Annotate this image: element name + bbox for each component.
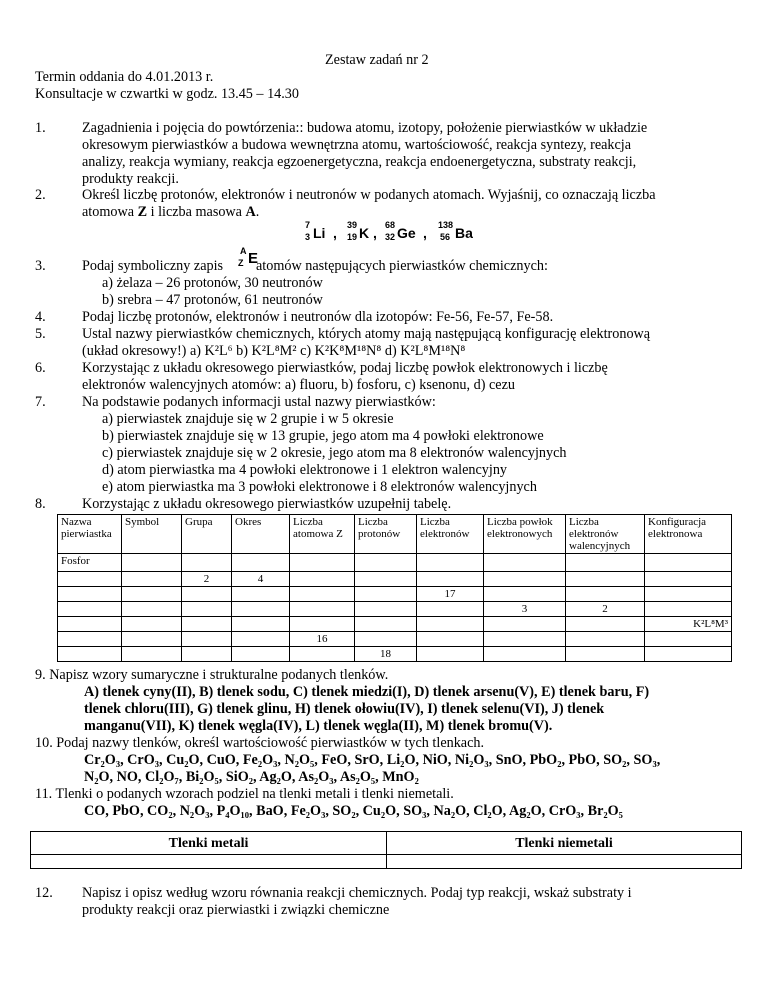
table-cell[interactable] <box>484 632 566 647</box>
task-8-line: Korzystając z układu okresowego pierwiastków uzupełnij tabelę. <box>82 496 452 512</box>
table-cell[interactable] <box>645 632 732 647</box>
table-cell[interactable] <box>566 554 645 572</box>
table-cell[interactable] <box>355 617 417 632</box>
table-cell[interactable] <box>645 554 732 572</box>
task-1-line: analizy, reakcja wymiany, reakcja egzoenergetyczna, reakcja endoenergetyczna, substraty reakcji, <box>82 154 637 170</box>
task-1-line: okresowym pierwiastków a budowa wewnętrzna atomu, wartościowość, reakcja syntezy, reakcja <box>82 137 632 153</box>
table-header-cell: Symbol <box>122 515 182 554</box>
table-cell[interactable]: K²L⁸M³ <box>645 617 732 632</box>
table-cell[interactable] <box>355 587 417 602</box>
task-12-line: Napisz i opisz według wzoru równania reakcji chemicznych. Podaj typ reakcji, wskaż substraty i <box>82 885 632 901</box>
table-cell[interactable] <box>58 632 122 647</box>
task-3-item: b) srebra – 47 protonów, 61 neutronów <box>102 292 323 308</box>
metal-oxides-header: Tlenki metali <box>31 832 387 855</box>
task-9-bold: manganu(VII), K) tlenek węgla(IV), L) tlenek węgla(II), M) tlenek bromu(V). <box>84 718 553 734</box>
table-row <box>58 632 732 647</box>
table-cell[interactable] <box>355 602 417 617</box>
task-10-line: 10. Podaj nazwy tlenków, określ wartościowość pierwiastków w tych tlenkach. <box>35 735 485 751</box>
deadline-line: Termin oddania do 4.01.2013 r. <box>35 69 214 85</box>
table-cell[interactable] <box>484 572 566 587</box>
table-cell[interactable] <box>417 632 484 647</box>
table-cell[interactable] <box>645 572 732 587</box>
table-cell[interactable] <box>417 617 484 632</box>
task-10-bold: N₂O, NO, Cl₂O₇, Bi₂O₅, SiO₂, Ag₂O, As₂O₃, As₂O₅, MnO₂ <box>84 769 419 785</box>
table-cell[interactable] <box>122 587 182 602</box>
table-cell[interactable] <box>484 587 566 602</box>
task-12-line: produkty reakcji oraz pierwiastki i związki chemiczne <box>82 902 390 918</box>
table-cell[interactable] <box>122 617 182 632</box>
table-header-cell: Liczba protonów <box>355 515 417 554</box>
table-row <box>58 572 732 587</box>
table-cell[interactable] <box>355 572 417 587</box>
table-cell[interactable] <box>484 617 566 632</box>
table-cell[interactable] <box>417 602 484 617</box>
table-cell[interactable] <box>122 647 182 662</box>
table-cell[interactable]: 18 <box>355 647 417 662</box>
table-cell[interactable] <box>122 572 182 587</box>
table-cell[interactable] <box>232 647 290 662</box>
task-5-line: (układ okresowy!) a) K²L⁶ b) K²L⁸M² c) K²K⁸M¹⁸N⁸ d) K²L⁸M¹⁸N⁸ <box>82 343 466 359</box>
table-row <box>58 647 732 662</box>
table-cell[interactable] <box>122 632 182 647</box>
task-7-item: d) atom pierwiastka ma 4 powłoki elektronowe i 1 elektron walencyjny <box>102 462 508 478</box>
task-10-bold: Cr₂O₃, CrO₃, Cu₂O, CuO, Fe₂O₃, N₂O₅, FeO, SrO, Li₂O, NiO, Ni₂O₃, SnO, PbO₂, PbO, SO₂, SO₃, <box>84 752 661 768</box>
table-cell[interactable] <box>290 587 355 602</box>
table-header-cell: Nazwa pierwiastka <box>58 515 122 554</box>
table-header-cell: Liczba elektronów walencyjnych <box>566 515 645 554</box>
table-row <box>58 587 732 602</box>
table-cell[interactable] <box>566 572 645 587</box>
task-3-item: a) żelaza – 26 protonów, 30 neutronów <box>102 275 323 291</box>
task-1-number: 1. <box>35 120 46 136</box>
table-header-cell: Liczba powłok elektronowych <box>484 515 566 554</box>
table-cell[interactable]: 17 <box>417 587 484 602</box>
consultation-line: Konsultacje w czwartki w godz. 13.45 – 14.30 <box>35 86 299 102</box>
table-cell[interactable] <box>484 554 566 572</box>
table-cell[interactable]: Fosfor <box>58 554 122 572</box>
task-7-line: Na podstawie podanych informacji ustal nazwy pierwiastków: <box>82 394 436 410</box>
task-7-number: 7. <box>35 394 46 410</box>
task-9-line: 9. Napisz wzory sumaryczne i strukturalne podanych tlenków. <box>35 667 389 683</box>
table-cell[interactable]: 16 <box>290 632 355 647</box>
task-3-number: 3. <box>35 258 46 274</box>
task-1-line: Zagadnienia i pojęcia do powtórzenia:: budowa atomu, izotopy, położenie pierwiastków w układzie <box>82 120 648 136</box>
table-cell[interactable] <box>232 554 290 572</box>
task-3-line: atomów następujących pierwiastków chemicznych: <box>256 258 548 274</box>
table-cell[interactable] <box>58 572 122 587</box>
table-cell[interactable] <box>645 647 732 662</box>
task-8-number: 8. <box>35 496 46 512</box>
table-cell[interactable] <box>417 572 484 587</box>
table-cell[interactable] <box>232 587 290 602</box>
table-cell[interactable] <box>122 554 182 572</box>
table-cell[interactable]: 2 <box>182 572 232 587</box>
task-2-line: Określ liczbę protonów, elektronów i neutronów w podanych atomach. Wyjaśnij, co oznaczają liczba <box>82 187 656 203</box>
task-7-item: b) pierwiastek znajduje się w 13 grupie, jego atom ma 4 powłoki elektronowe <box>102 428 544 444</box>
table-header-cell: Liczba atomowa Z <box>290 515 355 554</box>
table-cell[interactable] <box>290 554 355 572</box>
table-header-cell: Grupa <box>182 515 232 554</box>
table-cell[interactable] <box>182 587 232 602</box>
element-table <box>57 514 732 662</box>
table-header-row <box>58 515 732 554</box>
table-cell[interactable] <box>182 632 232 647</box>
table-row <box>58 617 732 632</box>
table-cell[interactable] <box>182 554 232 572</box>
table-cell[interactable] <box>290 617 355 632</box>
task-1-line: produkty reakcji. <box>82 171 179 187</box>
table-cell[interactable] <box>484 647 566 662</box>
table-cell[interactable] <box>58 587 122 602</box>
table-cell[interactable] <box>232 632 290 647</box>
table-cell[interactable] <box>355 632 417 647</box>
table-cell[interactable] <box>566 617 645 632</box>
table-header-cell: Okres <box>232 515 290 554</box>
table-cell[interactable] <box>182 602 232 617</box>
task-4-number: 4. <box>35 309 46 325</box>
document-title: Zestaw zadań nr 2 <box>325 52 429 68</box>
task-2-number: 2. <box>35 187 46 203</box>
table-cell[interactable] <box>566 632 645 647</box>
table-cell[interactable] <box>417 647 484 662</box>
table-cell[interactable] <box>58 602 122 617</box>
table-cell[interactable] <box>566 647 645 662</box>
task-9-bold: tlenek chloru(III), G) tlenek glinu, H) tlenek ołowiu(IV), I) tlenek selenu(VI), J) tlenek <box>84 701 605 717</box>
table-cell[interactable]: 3 <box>484 602 566 617</box>
table-cell[interactable]: 2 <box>566 602 645 617</box>
task-4-line: Podaj liczbę protonów, elektronów i neutronów dla izotopów: Fe-56, Fe-57, Fe-58. <box>82 309 554 325</box>
task-12-number: 12. <box>35 885 53 901</box>
table-cell[interactable]: 4 <box>232 572 290 587</box>
task-7-item: a) pierwiastek znajduje się w 2 grupie i w 5 okresie <box>102 411 394 427</box>
table-cell[interactable] <box>290 647 355 662</box>
table-cell[interactable] <box>58 617 122 632</box>
table-header-cell: Konfiguracja elektronowa <box>645 515 732 554</box>
table-cell[interactable] <box>645 602 732 617</box>
task-6-line: Korzystając z układu okresowego pierwiastków, podaj liczbę powłok elektronowych i liczbę <box>82 360 608 376</box>
table-cell[interactable] <box>290 572 355 587</box>
table-cell[interactable] <box>182 647 232 662</box>
task-7-item: c) pierwiastek znajduje się w 2 okresie, jego atom ma 8 elektronów walencyjnych <box>102 445 567 461</box>
table-cell[interactable] <box>232 602 290 617</box>
table-header-cell: Liczba elektronów <box>417 515 484 554</box>
task-9-bold: A) tlenek cyny(II), B) tlenek sodu, C) tlenek miedzi(I), D) tlenek arsenu(V), E) tlenek baru, F) <box>84 684 650 700</box>
nonmetal-oxides-cell[interactable] <box>387 855 742 869</box>
task-2-line: atomowa Z i liczba masowa A. <box>82 204 260 220</box>
table-cell[interactable] <box>355 554 417 572</box>
task-5-line: Ustal nazwy pierwiastków chemicznych, których atomy mają następującą konfigurację elektronową <box>82 326 651 342</box>
oxides-header-row <box>31 832 742 855</box>
task-7-item: e) atom pierwiastka ma 3 powłoki elektronowe i 8 elektronów walencyjnych <box>102 479 537 495</box>
table-row <box>58 602 732 617</box>
table-cell[interactable] <box>645 587 732 602</box>
table-cell[interactable] <box>58 647 122 662</box>
table-cell[interactable] <box>122 602 182 617</box>
table-cell[interactable] <box>566 587 645 602</box>
table-cell[interactable] <box>182 617 232 632</box>
metal-oxides-cell[interactable] <box>31 855 387 869</box>
task-5-number: 5. <box>35 326 46 342</box>
oxides-row <box>31 855 742 869</box>
table-row <box>58 554 732 572</box>
task-6-line: elektronów walencyjnych atomów: a) fluoru, b) fosforu, c) ksenonu, d) cezu <box>82 377 515 393</box>
table-cell[interactable] <box>232 617 290 632</box>
task-3-line: Podaj symboliczny zapis <box>82 258 224 274</box>
table-cell[interactable] <box>290 602 355 617</box>
oxides-table <box>30 831 742 869</box>
nonmetal-oxides-header: Tlenki niemetali <box>387 832 742 855</box>
task-6-number: 6. <box>35 360 46 376</box>
task-11-bold: CO, PbO, CO₂, N₂O₃, P₄O₁₀, BaO, Fe₂O₃, SO₂, Cu₂O, SO₃, Na₂O, Cl₂O, Ag₂O, CrO₃, Br₂O₅ <box>84 803 623 819</box>
table-cell[interactable] <box>417 554 484 572</box>
task-11-line: 11. Tlenki o podanych wzorach podziel na tlenki metali i tlenki niemetali. <box>35 786 454 802</box>
